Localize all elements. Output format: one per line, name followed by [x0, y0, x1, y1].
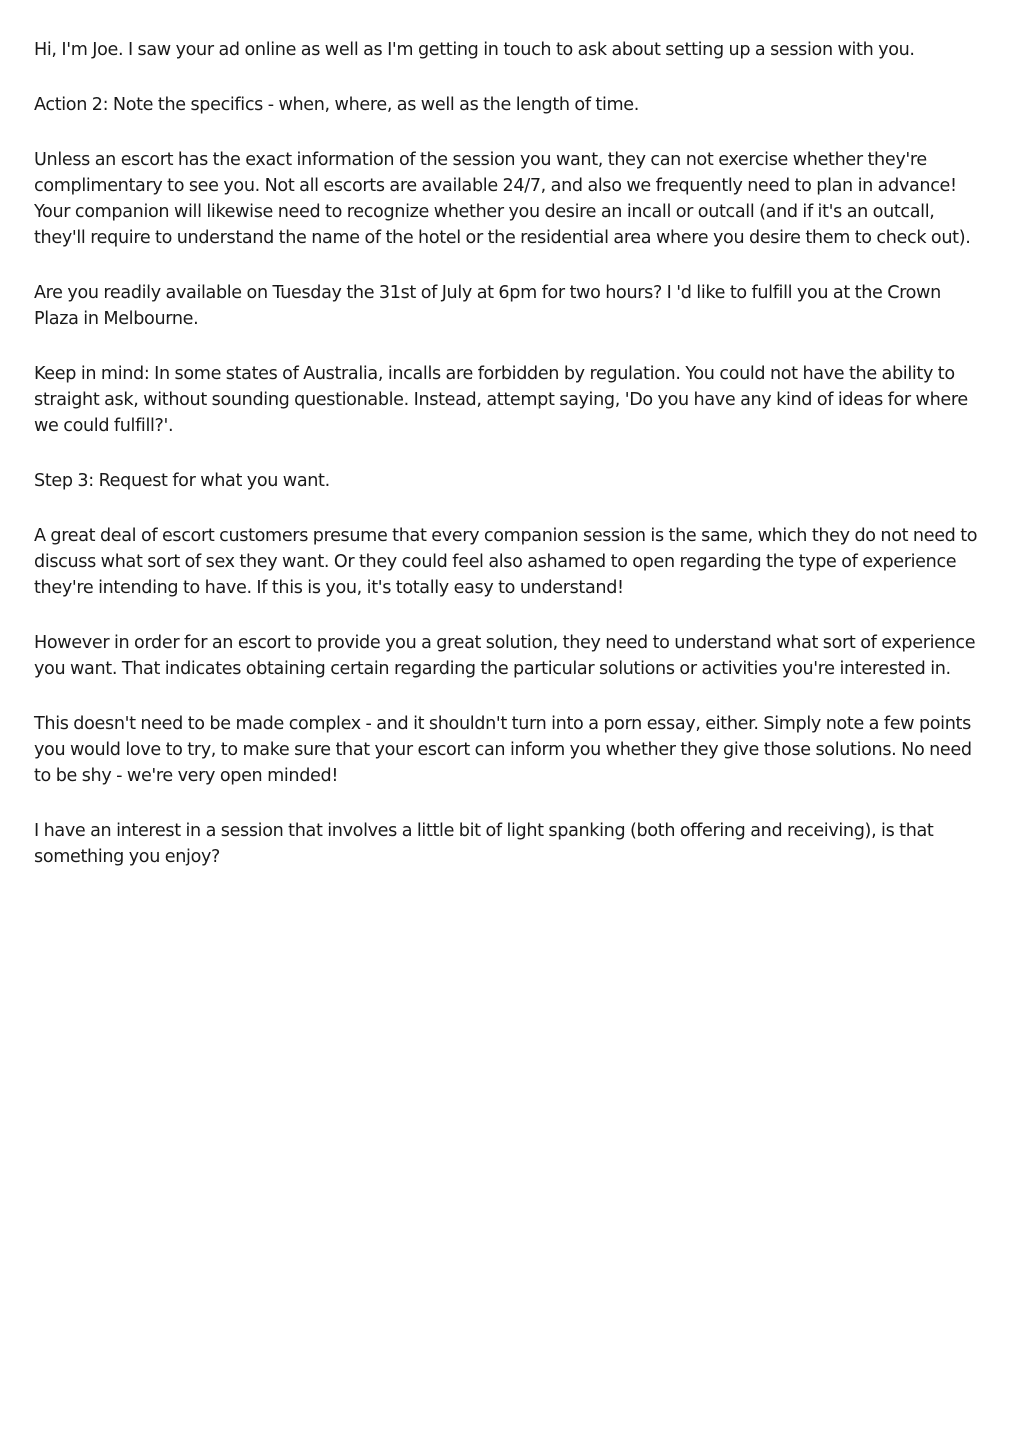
- paragraph-step-2-heading: Action 2: Note the specifics - when, where, as well as the length of time.: [34, 95, 640, 115]
- paragraph-request-example: I have an interest in a session that involves a little bit of light spanking (both offering and receiving), is that something you enjoy?: [34, 821, 934, 867]
- paragraph-session-details: Unless an escort has the exact information of the session you want, they can not exercise whether they're complimentary to see you. Not all escorts are available 24/7, and also we frequently need to plan in advance! Your companion will likewise need to recognize whether you desire an incall or outcall (and if it's an outcall, they'll require to understand the name of the hotel or the residential area where you desire them to check out).: [34, 150, 971, 248]
- paragraph-greeting: Hi, I'm Joe. I saw your ad online as well as I'm getting in touch to ask about setting up a session with you.: [34, 40, 915, 60]
- paragraph-customer-assumptions: A great deal of escort customers presume that every companion session is the same, which they do not need to discuss what sort of sex they want. Or they could feel also ashamed to open regarding the type of experience they're intending to have. If this is you, it's totally easy to understand!: [34, 526, 978, 598]
- paragraph-availability-example: Are you readily available on Tuesday the 31st of July at 6pm for two hours? I 'd like to fulfill you at the Crown Plaza in Melbourne.: [34, 283, 941, 329]
- paragraph-step-3-heading: Step 3: Request for what you want.: [34, 471, 330, 491]
- paragraph-keep-simple: This doesn't need to be made complex - and it shouldn't turn into a porn essay, either. Simply note a few points you would love to try, to make sure that your escort can inform you whether they give those solutions. No need to be shy - we're very open minded!: [34, 714, 972, 786]
- paragraph-service-needs: However in order for an escort to provide you a great solution, they need to understand what sort of experience you want. That indicates obtaining certain regarding the particular solutions or activities you're interested in.: [34, 633, 976, 679]
- paragraph-incall-note: Keep in mind: In some states of Australia, incalls are forbidden by regulation. You could not have the ability to straight ask, without sounding questionable. Instead, attempt saying, 'Do you have any kind of ideas for where we could fulfill?'.: [34, 364, 968, 436]
